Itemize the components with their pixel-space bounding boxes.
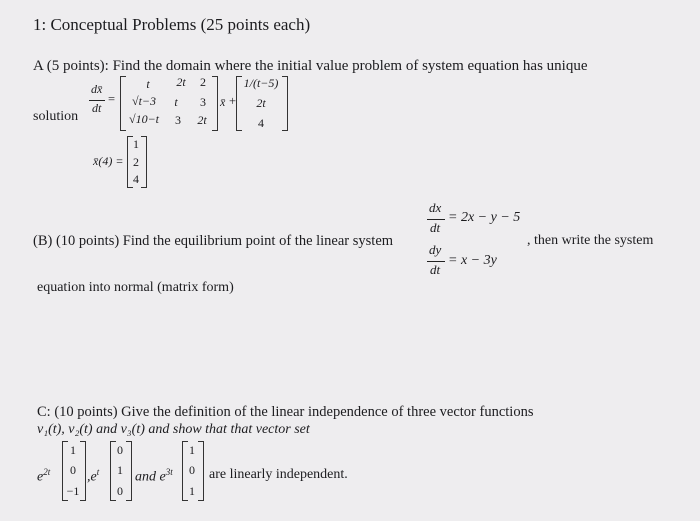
lhs-numerator: dx̄ bbox=[91, 82, 103, 96]
eq2-denominator: dt bbox=[430, 262, 441, 277]
section-heading: 1: Conceptual Problems (25 points each) bbox=[33, 15, 311, 34]
vector-cell: 1/(t−5) bbox=[243, 76, 279, 90]
matrix-cell: 3 bbox=[175, 113, 181, 127]
matrix-cell: 2t bbox=[176, 75, 186, 89]
matrix-cell: t bbox=[146, 77, 150, 91]
vector-cell: 1 bbox=[189, 443, 195, 457]
vector-cell: −1 bbox=[66, 484, 80, 498]
part-c-functions: v₁(t), v₂(t) and v₃(t) and show that that vector set bbox=[37, 422, 310, 437]
lhs-denominator: dt bbox=[92, 101, 102, 115]
matrix-cell: 3 bbox=[200, 95, 206, 109]
exp-factor-3 bbox=[135, 467, 173, 486]
part-b-statement: (B) (10 points) Find the equilibrium point of the linear system bbox=[33, 233, 394, 249]
matrix-cell: 2t bbox=[197, 113, 207, 127]
matrix-cell: 2 bbox=[200, 75, 206, 89]
vector-cell: 4 bbox=[133, 172, 139, 186]
part-c-conclusion: are linearly independent. bbox=[209, 467, 348, 482]
exp-base: and e bbox=[135, 469, 166, 485]
exp-base: ,e bbox=[87, 469, 97, 485]
part-a-statement: A (5 points): Find the domain where the initial value problem of system equation has unique bbox=[33, 58, 588, 74]
part-c-statement: C: (10 points) Give the definition of the linear independence of three vector functions bbox=[37, 404, 534, 420]
matrix-cell: √10−t bbox=[128, 112, 160, 126]
vector-cell: 0 bbox=[70, 463, 76, 477]
plus-sign: + bbox=[229, 94, 237, 108]
exp-factor-2 bbox=[87, 467, 99, 486]
vector-cell: 0 bbox=[117, 443, 123, 457]
eq2-rhs: = x − 3y bbox=[448, 253, 497, 268]
exp-power: 3t bbox=[165, 467, 173, 477]
matrix-cell: √t−3 bbox=[131, 94, 157, 108]
eq1-numerator: dx bbox=[429, 200, 442, 215]
vector-cell: 1 bbox=[133, 137, 139, 151]
matrix-cell: t bbox=[174, 95, 178, 109]
part-b-continuation: , then write the system bbox=[527, 233, 654, 248]
solution-label: solution bbox=[33, 109, 79, 124]
x-vector-symbol: x̄ bbox=[220, 95, 226, 109]
vector-cell: 1 bbox=[189, 484, 195, 498]
eq1-rhs: = 2x − y − 5 bbox=[448, 210, 521, 225]
part-b-line2: equation into normal (matrix form) bbox=[37, 280, 234, 295]
vector-cell: 0 bbox=[117, 484, 123, 498]
vector-cell: 0 bbox=[189, 463, 195, 477]
vector-cell: 1 bbox=[70, 443, 76, 457]
eq2-numerator: dy bbox=[429, 242, 442, 257]
exp-power: 2t bbox=[43, 467, 51, 477]
exp-base: e bbox=[37, 469, 44, 485]
initial-condition-label: x̄(4) = bbox=[93, 154, 124, 168]
exp-power: t bbox=[96, 467, 100, 477]
vector-cell: 2 bbox=[133, 155, 139, 169]
vector-cell: 2t bbox=[256, 96, 266, 110]
lhs-equals: = bbox=[108, 92, 116, 106]
vector-cell: 4 bbox=[258, 116, 264, 130]
eq1-denominator: dt bbox=[430, 220, 441, 235]
vector-cell: 1 bbox=[117, 463, 123, 477]
exp-factor-1 bbox=[37, 467, 50, 486]
